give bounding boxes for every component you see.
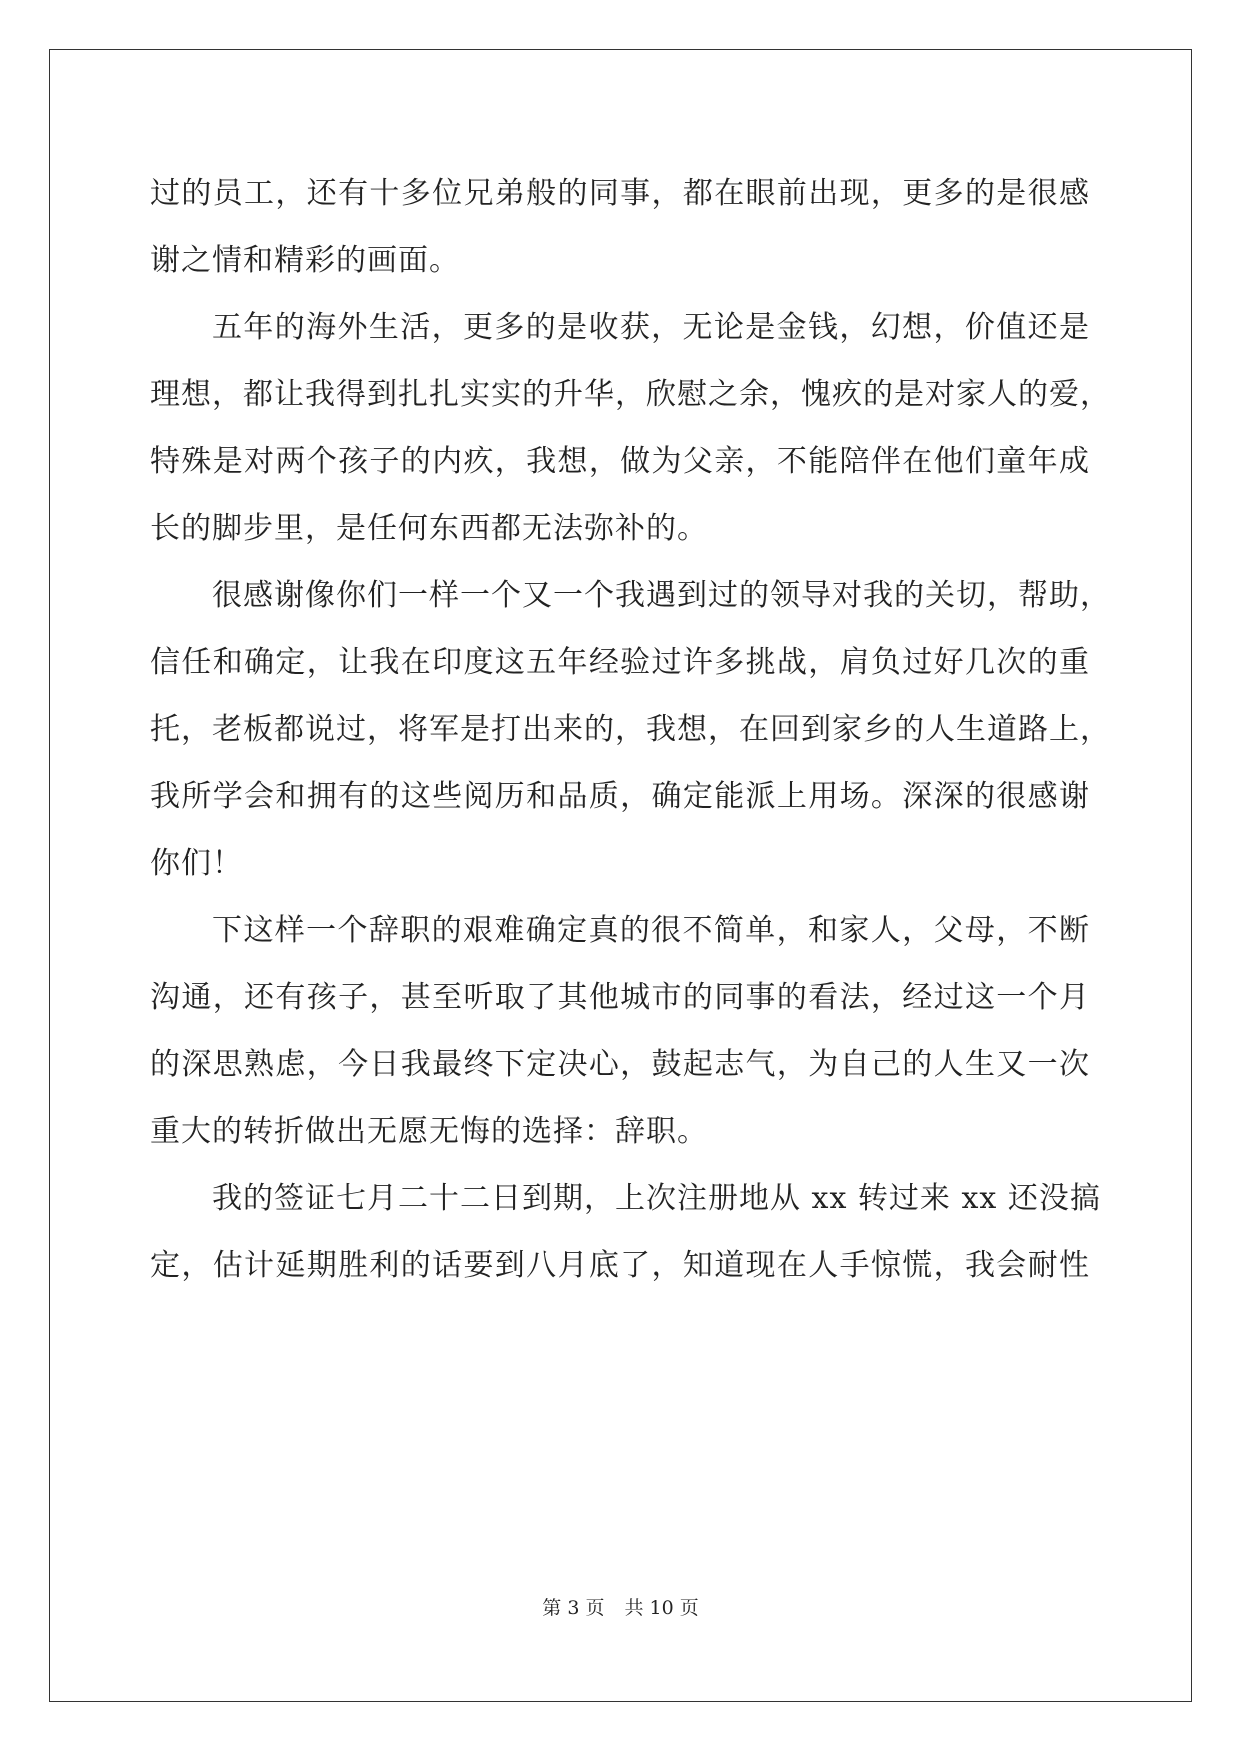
text-line: 信任和确定，让我在印度这五年经验过许多挑战，肩负过好几次的重: [150, 645, 1090, 680]
text-line: 的深思熟虑，今日我最终下定决心，鼓起志气，为自己的人生又一次: [150, 1047, 1090, 1082]
text-line: 定，估计延期胜利的话要到八月底了，知道现在人手惊慌，我会耐性: [150, 1248, 1090, 1283]
text-line: 长的脚步里，是任何东西都无法弥补的。: [150, 511, 708, 546]
page-footer: [0, 1593, 1241, 1620]
page-total: 共 10 页: [624, 1597, 699, 1619]
paragraph-first-line: 我的签证七月二十二日到期，上次注册地从 xx 转过来 xx 还没搞: [212, 1181, 1101, 1216]
document-body: [150, 160, 1111, 1299]
page-number: 第 3 页: [542, 1597, 605, 1619]
paragraph-first-line: 五年的海外生活，更多的是收获，无论是金钱，幻想，价值还是: [212, 310, 1090, 345]
text-line: 过的员工，还有十多位兄弟般的同事，都在眼前出现，更多的是很感: [150, 176, 1090, 211]
text-line: 托，老板都说过，将军是打出来的，我想，在回到家乡的人生道路上，: [150, 712, 1111, 747]
paragraph-first-line: 下这样一个辞职的艰难确定真的很不简单，和家人，父母，不断: [212, 913, 1090, 948]
text-line: 特殊是对两个孩子的内疚，我想，做为父亲，不能陪伴在他们童年成: [150, 444, 1090, 479]
text-line: 重大的转折做出无愿无悔的选择：辞职。: [150, 1114, 708, 1149]
text-line: 我所学会和拥有的这些阅历和品质，确定能派上用场。深深的很感谢: [150, 779, 1090, 814]
paragraph-first-line: 很感谢像你们一样一个又一个我遇到过的领导对我的关切，帮助，: [212, 578, 1111, 613]
text-line: 理想，都让我得到扎扎实实的升华，欣慰之余，愧疚的是对家人的爱，: [150, 377, 1111, 412]
text-line: 沟通，还有孩子，甚至听取了其他城市的同事的看法，经过这一个月: [150, 980, 1090, 1015]
text-line: 你们！: [150, 846, 243, 881]
text-line: 谢之情和精彩的画面。: [150, 243, 460, 278]
